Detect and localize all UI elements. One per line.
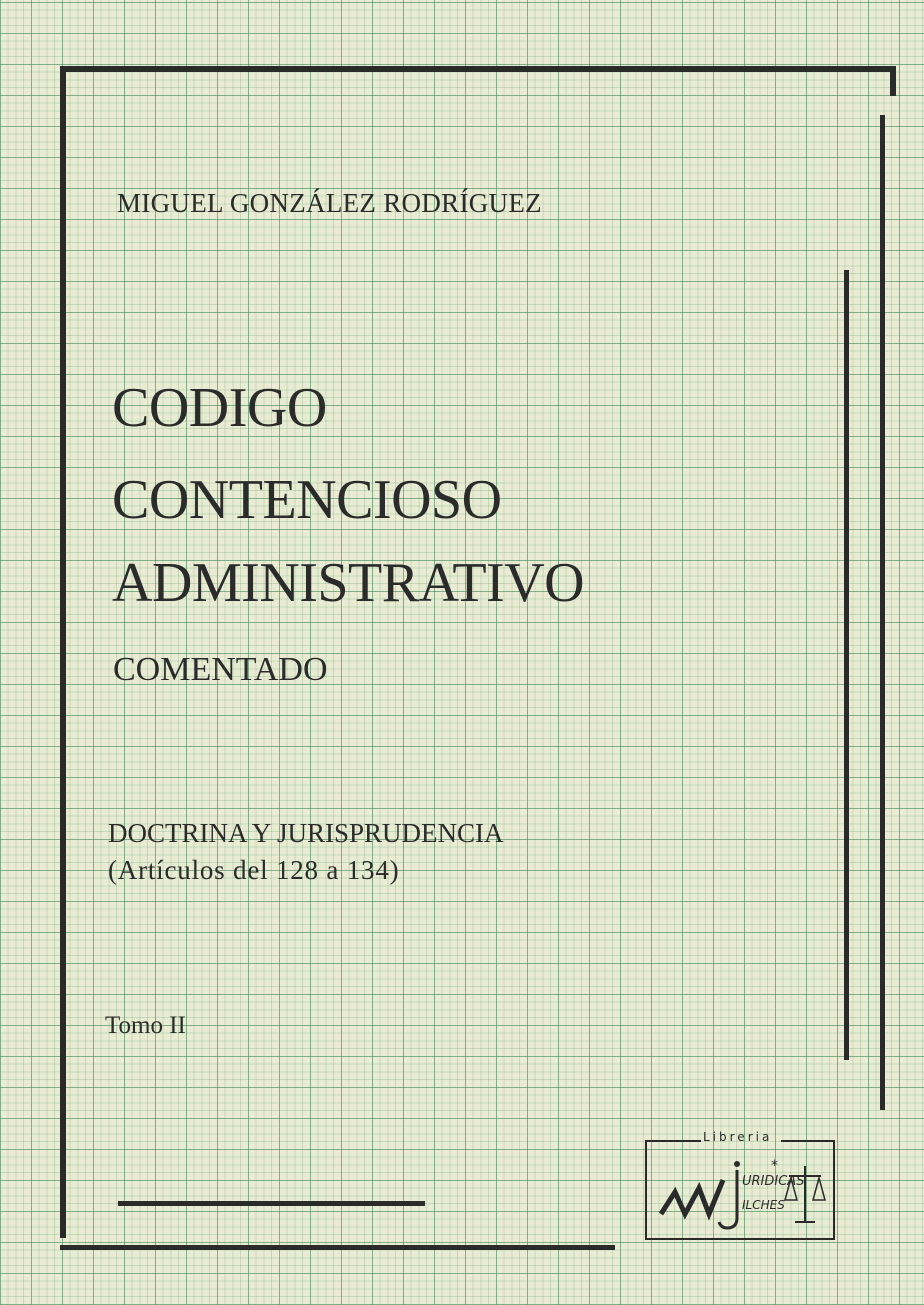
- frame-top-border: [60, 66, 896, 72]
- frame-right-corner: [890, 66, 896, 96]
- logo-word-juridicas: URIDICAS: [742, 1174, 805, 1189]
- author-name: MIGUEL GONZÁLEZ RODRÍGUEZ: [117, 188, 542, 218]
- svg-text:*: *: [771, 1158, 778, 1174]
- logo-label: Libreria: [703, 1130, 773, 1144]
- description: DOCTRINA Y JURISPRUDENCIA: [108, 818, 504, 848]
- title-line-2: CONTENCIOSO: [112, 469, 502, 531]
- publisher-logo: [645, 1130, 841, 1240]
- outer-right-bar: [880, 115, 885, 1110]
- frame-bottom-border: [60, 1245, 615, 1250]
- subtitle: COMENTADO: [113, 651, 328, 688]
- volume-label: Tomo II: [105, 1012, 186, 1039]
- title-line-1: CODIGO: [112, 377, 327, 439]
- logo-word-vilches: ILCHES: [742, 1198, 785, 1212]
- articles-range: (Artículos del 128 a 134): [108, 855, 400, 885]
- frame-left-border: [60, 66, 66, 1238]
- title-line-3: ADMINISTRATIVO: [112, 552, 585, 614]
- inner-right-bar: [844, 270, 849, 1060]
- inner-bottom-bar: [118, 1201, 425, 1206]
